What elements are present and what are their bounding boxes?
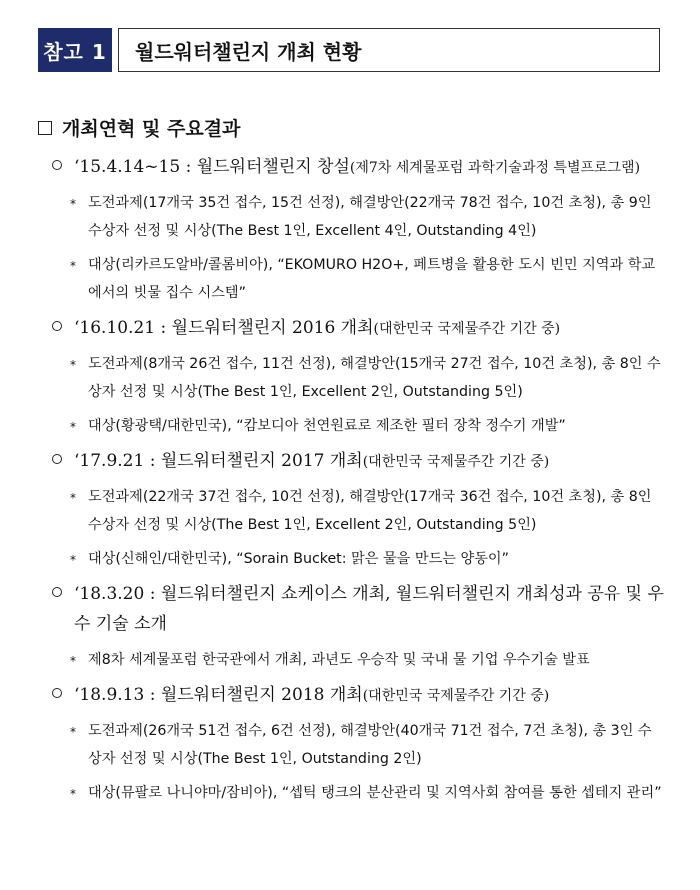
entry-list bbox=[38, 146, 664, 807]
reference-badge: 참고 1 bbox=[38, 28, 112, 72]
entry-2015 bbox=[38, 152, 664, 307]
section-title: 개최연혁 및 주요결과 bbox=[62, 118, 241, 140]
asterisk-bullet-icon: * bbox=[70, 420, 76, 434]
checkbox-icon bbox=[38, 121, 52, 135]
entry-detail bbox=[38, 779, 664, 807]
asterisk-bullet-icon: * bbox=[70, 197, 76, 211]
circle-bullet-icon bbox=[52, 688, 62, 698]
entry-title: ‘18.3.20 : 월드워터챌린지 쇼케이스 개최, 월드워터챌린지 개최성과 공유 및 우수 기술 소개 bbox=[74, 584, 664, 634]
entry-heading bbox=[38, 446, 664, 477]
circle-bullet-icon bbox=[52, 454, 62, 464]
detail-text: 대상(뮤팔로 나니야마/잠비아), “셉틱 탱크의 분산관리 및 지역사회 참여를 통한 셉테지 관리” bbox=[88, 785, 662, 801]
entry-note: (제7차 세계물포럼 과학기술과정 특별프로그램) bbox=[349, 160, 641, 176]
entry-title: ‘15.4.14~15 : 월드워터챌린지 창설 bbox=[74, 157, 350, 177]
detail-text: 도전과제(17개국 35건 접수, 15건 선정), 해결방안(22개국 78건 접수, 10건 초청), 총 9인 수상자 선정 및 시상(The Best 1인, Excellent 4인, Outstanding 4인) bbox=[88, 195, 652, 239]
entry-detail bbox=[38, 717, 664, 773]
asterisk-bullet-icon: * bbox=[70, 787, 76, 801]
entry-heading bbox=[38, 152, 664, 183]
entry-detail bbox=[38, 545, 664, 573]
entry-2017 bbox=[38, 446, 664, 573]
section-heading bbox=[38, 114, 240, 141]
detail-text: 도전과제(8개국 26건 접수, 11건 선정), 해결방안(15개국 27건 접수, 10건 초청), 총 8인 수상자 선정 및 시상(The Best 1인, Excellent 2인, Outstanding 5인) bbox=[88, 356, 661, 400]
entry-detail bbox=[38, 251, 664, 307]
entry-detail bbox=[38, 646, 664, 674]
detail-text: 대상(황광택/대한민국), “캄보디아 천연원료로 제조한 필터 장착 정수기 개발” bbox=[88, 418, 566, 434]
entry-detail bbox=[38, 483, 664, 539]
entry-heading bbox=[38, 680, 664, 711]
detail-text: 도전과제(22개국 37건 접수, 10건 선정), 해결방안(17개국 36건 접수, 10건 초청), 총 8인 수상자 선정 및 시상(The Best 1인, Excellent 2인, Outstanding 5인) bbox=[88, 489, 652, 533]
detail-text: 대상(신해인/대한민국), “Sorain Bucket: 맑은 물을 만드는 양동이” bbox=[88, 551, 509, 567]
circle-bullet-icon bbox=[52, 160, 62, 170]
entry-title: ‘16.10.21 : 월드워터챌린지 2016 개최 bbox=[74, 318, 374, 338]
entry-note: (대한민국 국제물주간 기간 중) bbox=[362, 688, 550, 704]
entry-detail bbox=[38, 350, 664, 406]
entry-detail bbox=[38, 412, 664, 440]
entry-heading bbox=[38, 579, 664, 640]
asterisk-bullet-icon: * bbox=[70, 259, 76, 273]
entry-title: ‘17.9.21 : 월드워터챌린지 2017 개최 bbox=[74, 451, 363, 471]
circle-bullet-icon bbox=[52, 587, 62, 597]
entry-2018 bbox=[38, 680, 664, 807]
page-header bbox=[38, 28, 660, 72]
asterisk-bullet-icon: * bbox=[70, 553, 76, 567]
detail-text: 제8차 세계물포럼 한국관에서 개최, 과년도 우승작 및 국내 물 기업 우수기술 발표 bbox=[88, 652, 590, 668]
entry-detail bbox=[38, 189, 664, 245]
detail-text: 대상(리카르도알바/콜롬비아), “EKOMURO H2O+, 페트병을 활용한 도시 빈민 지역과 학교에서의 빗물 집수 시스템” bbox=[88, 257, 656, 301]
asterisk-bullet-icon: * bbox=[70, 358, 76, 372]
asterisk-bullet-icon: * bbox=[70, 491, 76, 505]
detail-text: 도전과제(26개국 51건 접수, 6건 선정), 해결방안(40개국 71건 접수, 7건 초청), 총 3인 수상자 선정 및 시상(The Best 1인, Outstanding 2인) bbox=[88, 723, 652, 767]
page-title: 월드워터챌린지 개최 현황 bbox=[118, 28, 660, 72]
entry-note: (대한민국 국제물주간 기간 중) bbox=[362, 454, 550, 470]
entry-2018-showcase bbox=[38, 579, 664, 674]
entry-heading bbox=[38, 313, 664, 344]
asterisk-bullet-icon: * bbox=[70, 725, 76, 739]
asterisk-bullet-icon: * bbox=[70, 654, 76, 668]
circle-bullet-icon bbox=[52, 321, 62, 331]
entry-note: (대한민국 국제물주간 기간 중) bbox=[373, 321, 561, 337]
entry-title: ‘18.9.13 : 월드워터챌린지 2018 개최 bbox=[74, 685, 363, 705]
entry-2016 bbox=[38, 313, 664, 440]
